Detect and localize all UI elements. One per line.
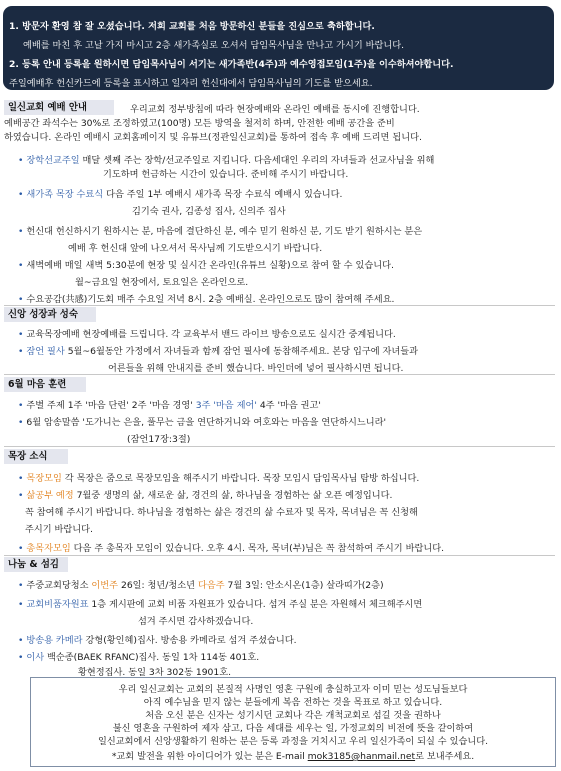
item-continuation: 예배 후 헌신대 앞에 나오셔서 목사님께 기도받으시기 바랍니다. (68, 243, 323, 254)
worship-intro-2: 예배공간 좌석수는 30%로 조정하였고(100명) 모든 방역을 철저히 하며, 안전한 예배 공간을 준비 (4, 118, 395, 129)
list-item: • 교회비품자원표 1층 게시판에 교회 비품 자원표가 있습니다. 섬겨 주실 분은 자원해서 체크해주시면 (18, 599, 423, 610)
item-continuation: 꼭 참여해 주시기 바랍니다. 하나님을 경험하는 삶은 경건의 삶 수료자 및 목자, 목녀님은 꼭 신청해 (25, 507, 418, 518)
item-continuation: 김기숙 권사, 김종성 집사, 신의주 집사 (132, 206, 286, 217)
notice-line-4: 주일예배후 헌신카드에 등록을 표시하고 일자리 헌신대에서 담임목사님의 기도를 받으세요. (9, 78, 373, 89)
list-item: • 주별 주제 1주 '마음 단련' 2주 '마음 경영' 3주 '마음 제어' 4주 '마음 권고' (18, 400, 321, 411)
item-label: 헌신대 (26, 226, 53, 237)
email-link[interactable]: mok3185@hanmail.net (307, 751, 416, 762)
item-continuation: 기도하며 헌금하는 시간이 있습니다. 준비해 주시기 바랍니다. (103, 169, 349, 180)
footer-box (30, 677, 556, 767)
worship-heading: 일신교회 예배 안내 (4, 100, 114, 115)
item-label: 교회비품자원표 (26, 599, 89, 610)
footer-line: 불신 영혼을 구원하여 제자 삼고, 다음 세대를 세우는 일, 가정교회의 비전에 뜻을 같이하여 (112, 723, 474, 734)
list-item: • 새벽예배 매일 새벽 5:30분에 현장 및 실시간 온라인(유튜브 실황)으로 참여 할 수 있습니다. (18, 260, 394, 271)
footer-line: 처음 오신 분은 신자는 성기시던 교회나 각은 개척교회로 섬길 것을 권하나 (145, 710, 441, 721)
notice-box (3, 6, 554, 90)
faith-heading: 신앙 성장과 성숙 (4, 307, 96, 322)
footer-email-line: *교회 발전을 위한 아이디어가 있는 분은 E-mail mok3185@hanmail.net로 보내주세요. (111, 751, 475, 762)
item-label: 주중교회당청소 (26, 580, 89, 591)
list-item: • 6월 암송말씀 '도가니는 은을, 풀무는 금을 연단하거니와 여호와는 마음을 연단하시느니라' (18, 417, 386, 428)
divider (4, 374, 555, 375)
item-continuation: 월~금요일 현장에서, 토요일은 온라인으로. (75, 277, 249, 288)
item-label: 새벽예배 (26, 260, 62, 271)
list-item: • 삶공부 예정 7월중 생명의 삶, 새로운 삶, 경건의 삶, 하나님을 경험하는 삶 오픈 예정입니다. (18, 490, 393, 501)
footer-line: 일신교회에서 신앙생활하기 원하는 분은 등록 과정을 거치시고 우리 일신가족이 되실 수 있습니다. (97, 736, 489, 747)
list-item: • 헌신대 헌신하시기 원하시는 분, 마음에 결단하신 분, 예수 믿기 원하신 분, 기도 받기 원하시는 분은 (18, 226, 423, 237)
item-label: 새가족 목장 수료식 (26, 189, 104, 200)
list-item: • 새가족 목장 수료식 다음 주일 1부 예배시 새가족 목장 수료식 예배시 있습니다. (18, 189, 343, 200)
list-item: • 목장모임 각 목장은 줌으로 목장모임을 해주시기 바랍니다. 목장 모임시 담임목사님 탐방 하십니다. (18, 473, 420, 484)
item-label: 장학선교주일 (26, 155, 80, 166)
mind-heading: 6월 마음 훈련 (4, 377, 86, 392)
list-item: • 잠언 필사 5월~6월동안 가정에서 자녀들과 함께 잠언 필사에 동참해주세요. 본당 입구에 자녀들과 (18, 346, 419, 357)
item-continuation: 어른들을 위해 안내지를 준비 했습니다. 바인더에 넣어 필사하시면 됩니다. (108, 363, 404, 374)
footer-line: 아직 예수님을 믿지 않는 분들에게 복음 전하는 것을 목표로 하고 있습니다. (143, 697, 443, 708)
worship-intro-3: 하였습니다. 온라인 예배시 교회홈페이지 및 유튜브(정관일신교회)를 통하여 접속 후 예배 드리면 됩니다. (4, 132, 422, 143)
list-item: • 수요공감(共感)기도회 매주 수요일 저녁 8시. 2층 예배실. 온라인으로도 많이 참여해 주세요. (18, 294, 395, 305)
list-item: • 방송용 카메라 강형(황인혜)집사. 방송용 카메라로 섬겨 주셨습니다. (18, 635, 297, 646)
item-label: 방송용 카메라 (26, 635, 83, 646)
item-label: 주별 주제 (26, 400, 65, 411)
item-continuation: 섬겨 주시면 감사하겠습니다. (138, 616, 254, 627)
shepherd-heading: 목장 소식 (4, 449, 68, 464)
item-continuation: 주시기 바랍니다. (25, 524, 93, 535)
item-continuation: (잠언17장:3절) (127, 434, 191, 445)
list-item: • 교육목장예배 현장예배를 드립니다. 각 교육부서 밴드 라이브 방송으로도 실시간 중계됩니다. (18, 329, 396, 340)
divider (4, 555, 555, 556)
worship-intro: 우리교회 정부방침에 따라 현장예배와 온라인 예배를 동시에 진행합니다. (130, 104, 420, 115)
notice-line-2: 예배를 마친 후 고날 가지 마시고 2층 새가족실로 오셔서 담임목사님을 만나고 가시기 바랍니다. (23, 40, 405, 51)
item-label: 수요공감(共感)기도회 (26, 294, 115, 305)
list-item: • 장학선교주일 매달 셋째 주는 장학/선교주일로 지킵니다. 다음세대인 우리의 자녀들과 선교사님을 위해 (18, 155, 435, 166)
list-item: • 주중교회당청소 이번주 26일: 청년/청소년 다음주 7월 3일: 안소시온(1층) 살라띠가(2층) (18, 580, 384, 591)
list-item: • 이사 백순종(BAEK RFANC)집사. 동일 1차 114동 401호. (18, 652, 260, 663)
item-label: 교육목장예배 (26, 329, 80, 340)
footer-line: 우리 일신교회는 교회의 본질적 사명인 영혼 구원에 충실하고자 이미 믿는 성도님들보다 (118, 684, 468, 695)
share-heading: 나눔 & 섬김 (4, 557, 68, 572)
item-continuation: 황현정집사. 동일 3차 302동 1901호. (78, 667, 232, 678)
item-label: 삶공부 예정 (26, 490, 74, 501)
item-label: 목장모임 (26, 473, 62, 484)
divider (4, 305, 555, 306)
list-item: • 총목자모임 다음 주 총목자 모임이 있습니다. 오후 4시. 목자, 목녀(부)님은 꼭 참석하여 주시기 바랍니다. (18, 543, 445, 554)
item-label: 총목자모임 (26, 543, 71, 554)
item-label: 이사 (26, 652, 45, 663)
notice-line-3: 2. 등록 안내 등록을 원하시면 담임목사님이 서기는 새가족반(4주)과 예수영접모임(1주)을 이수하셔야합니다. (9, 59, 454, 70)
item-label: 6월 암송말씀 (26, 417, 80, 428)
item-label: 잠언 필사 (26, 346, 65, 357)
divider (4, 446, 555, 447)
notice-line-1: 1. 방문자 환영 참 잘 오셨습니다. 저희 교회를 처음 방문하신 분들을 진심으로 축하합니다. (9, 21, 375, 32)
